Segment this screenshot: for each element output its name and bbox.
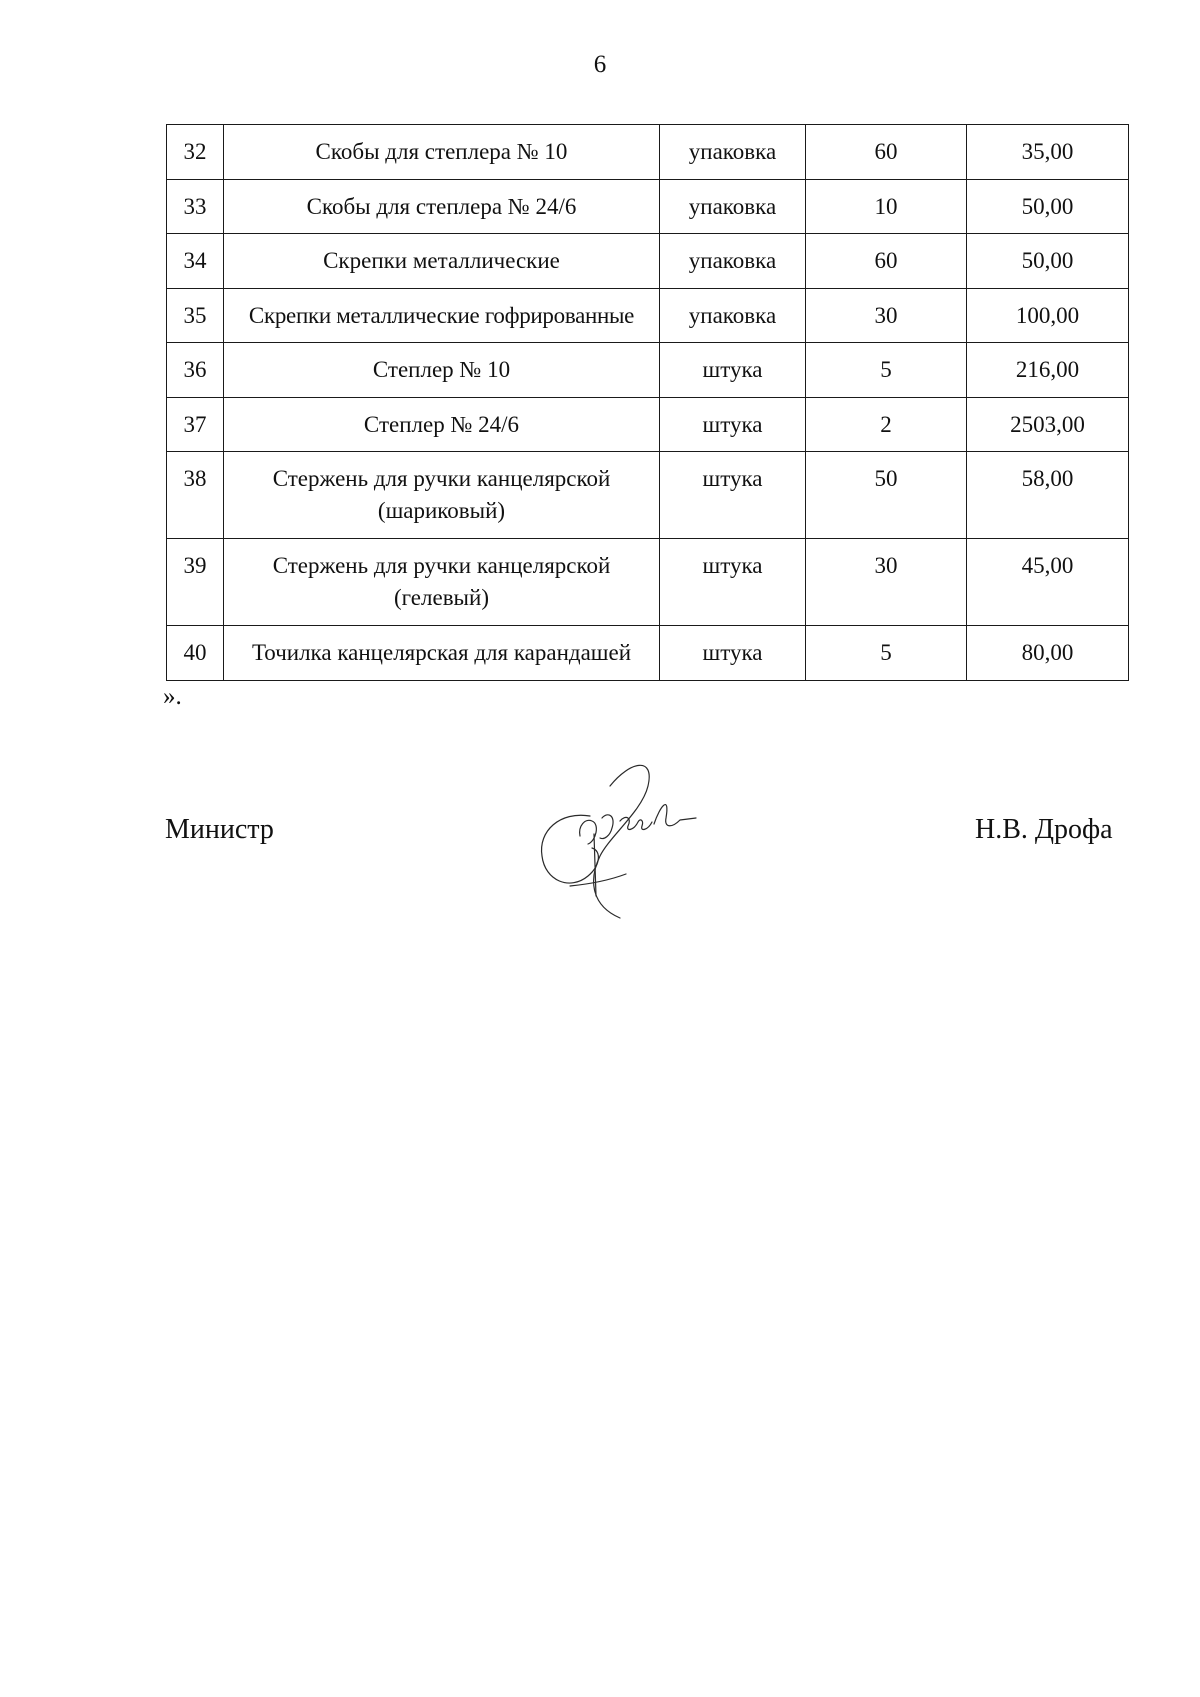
item-price: 80,00: [967, 626, 1129, 681]
page-number: 6: [593, 51, 607, 78]
item-unit: упаковка: [660, 125, 806, 180]
row-number: 36: [167, 343, 224, 398]
item-name: Скобы для степлера № 10: [224, 125, 660, 180]
item-name: Степлер № 10: [224, 343, 660, 398]
signatory-title: Министр: [165, 814, 274, 845]
item-name: Скрепки металлические: [224, 234, 660, 289]
item-unit: упаковка: [660, 288, 806, 343]
item-quantity: 5: [806, 343, 967, 398]
row-number: 38: [167, 452, 224, 539]
item-name: Точилка канцелярская для карандашей: [224, 626, 660, 681]
item-name: Стержень для ручки канцелярской (гелевый): [224, 539, 660, 626]
item-price: 50,00: [967, 234, 1129, 289]
closing-quote: ».: [163, 683, 182, 710]
row-number: 34: [167, 234, 224, 289]
item-quantity: 30: [806, 288, 967, 343]
item-price: 50,00: [967, 179, 1129, 234]
item-quantity: 30: [806, 539, 967, 626]
table-row: [167, 452, 1129, 539]
row-number: 35: [167, 288, 224, 343]
item-unit: штука: [660, 343, 806, 398]
handwritten-signature: [530, 756, 710, 926]
item-unit: штука: [660, 626, 806, 681]
item-price: 58,00: [967, 452, 1129, 539]
item-name: Скобы для степлера № 24/6: [224, 179, 660, 234]
signatory-name: Н.В. Дрофа: [975, 814, 1113, 845]
item-price: 35,00: [967, 125, 1129, 180]
item-unit: упаковка: [660, 179, 806, 234]
table-row: [167, 343, 1129, 398]
item-price: 100,00: [967, 288, 1129, 343]
table-row: [167, 179, 1129, 234]
row-number: 37: [167, 397, 224, 452]
item-price: 2503,00: [967, 397, 1129, 452]
item-price: 45,00: [967, 539, 1129, 626]
table-row: [167, 234, 1129, 289]
item-unit: штука: [660, 452, 806, 539]
table-row: [167, 288, 1129, 343]
item-name: Стержень для ручки канцелярской (шариковый): [224, 452, 660, 539]
row-number: 32: [167, 125, 224, 180]
items-table: [166, 124, 1129, 681]
item-name: Степлер № 24/6: [224, 397, 660, 452]
row-number: 40: [167, 626, 224, 681]
table-row: [167, 626, 1129, 681]
item-name: Скрепки металлические гофрированные: [224, 288, 660, 343]
item-unit: штука: [660, 397, 806, 452]
table-row: [167, 125, 1129, 180]
item-price: 216,00: [967, 343, 1129, 398]
item-unit: упаковка: [660, 234, 806, 289]
row-number: 39: [167, 539, 224, 626]
table-row: [167, 539, 1129, 626]
item-quantity: 2: [806, 397, 967, 452]
row-number: 33: [167, 179, 224, 234]
table-row: [167, 397, 1129, 452]
item-quantity: 60: [806, 125, 967, 180]
item-quantity: 60: [806, 234, 967, 289]
item-quantity: 50: [806, 452, 967, 539]
item-unit: штука: [660, 539, 806, 626]
item-quantity: 10: [806, 179, 967, 234]
item-quantity: 5: [806, 626, 967, 681]
